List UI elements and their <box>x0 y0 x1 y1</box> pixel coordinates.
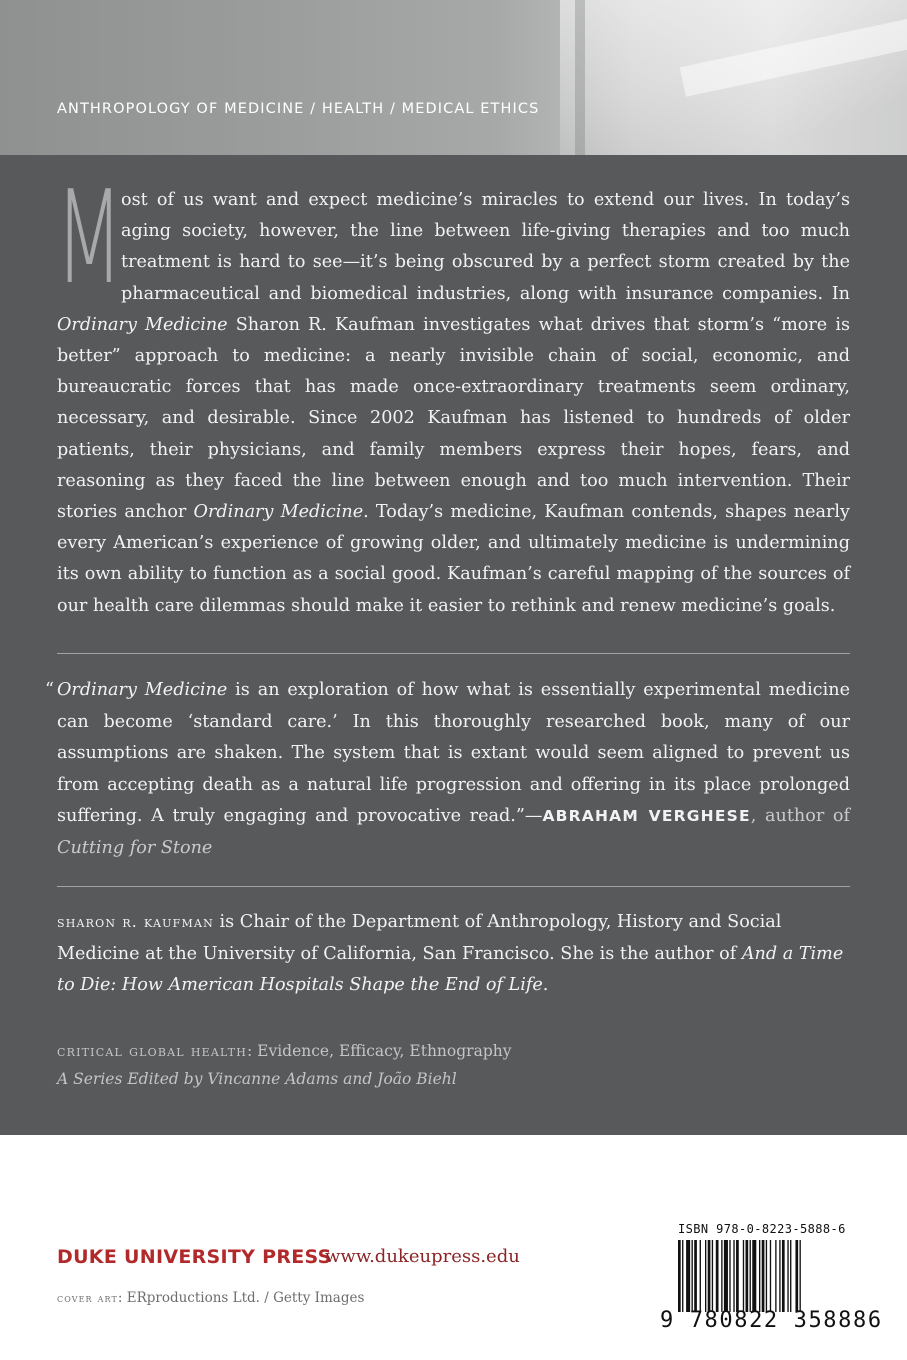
cover-photo <box>0 0 907 155</box>
blurb-attribution: ABRAHAM VERGHESE <box>542 807 751 825</box>
barcode-number: 9 780822 358886 <box>660 1308 883 1333</box>
cover-credit: cover art: ERproductions Ltd. / Getty Images <box>57 1290 365 1306</box>
blurb-quote: “ Ordinary Medicine is an exploration of how what is essentially experimental medicine can become ‘standard care.’ In this thoroughly researched book, many of our assumptions are shaken. The system that is extant would seem aligned to prevent us from accepting death as a natural life progression and offering in its place prolonged suffering. A truly engaging and provocative read.”—ABRAHAM VERGHESE, author of Cutting for Stone <box>45 680 851 858</box>
publisher-name: DUKE UNIVERSITY PRESS <box>57 1246 332 1268</box>
description: M ost of us want and expect medicine’s miracles to extend our lives. In today’s aging society, however, the line between life-giving therapies and too much treatment is hard to see—it’s being obscured by a perfect storm created by the pharmaceutical and biomedical industries, along with insurance companies. In Ordinary Medicine Sharon R. Kaufman investigates what drives that storm’s “more is better” approach to medicine: a nearly invisible chain of social, economic, and bureaucratic forces that has made once-extraordinary treatments seem ordinary, necessary, and desirable. Since 2002 Kaufman has listened to hundreds of older patients, their physicians, and family members express their hopes, fears, and reasoning as they faced the line between enough and too much intervention. Their stories anchor Ordinary Medicine. Today’s medicine, Kaufman contends, shapes nearly every American’s experience of growing older, and ultimately medicine is undermining its own ability to function as a social good. Kaufman’s careful mapping of the sources of our health care dilemmas should make it easier to rethink and renew medicine’s goals. <box>55 164 850 616</box>
author-name: sharon r. kaufman <box>57 913 214 931</box>
back-cover-panel <box>0 155 907 1135</box>
series-name: critical global health <box>57 1042 247 1060</box>
series-editors: A Series Edited by Vincanne Adams and João Biehl <box>57 1070 457 1088</box>
drop-cap: M <box>55 164 124 313</box>
author-bio: sharon r. kaufman is Chair of the Department of Anthropology, History and Social Medicine at the University of California, San Francisco. She is the author of And a Time to Die: How American Hospitals Shape the End of Life. <box>57 912 844 995</box>
barcode-icon <box>678 1240 850 1312</box>
isbn-label: ISBN 978-0-8223-5888-6 <box>678 1222 846 1236</box>
subject-category: ANTHROPOLOGY OF MEDICINE / HEALTH / MEDICAL ETHICS <box>57 101 540 117</box>
blurb-book-title: Ordinary Medicine <box>57 680 228 700</box>
divider <box>57 653 850 654</box>
divider <box>57 886 850 887</box>
photo-fold <box>575 0 585 155</box>
series-info: critical global health: Evidence, Efficacy, Ethnography A Series Edited by Vincanne Adams and João Biehl <box>57 1042 512 1088</box>
publisher-website[interactable]: www.dukeupress.edu <box>325 1246 520 1267</box>
